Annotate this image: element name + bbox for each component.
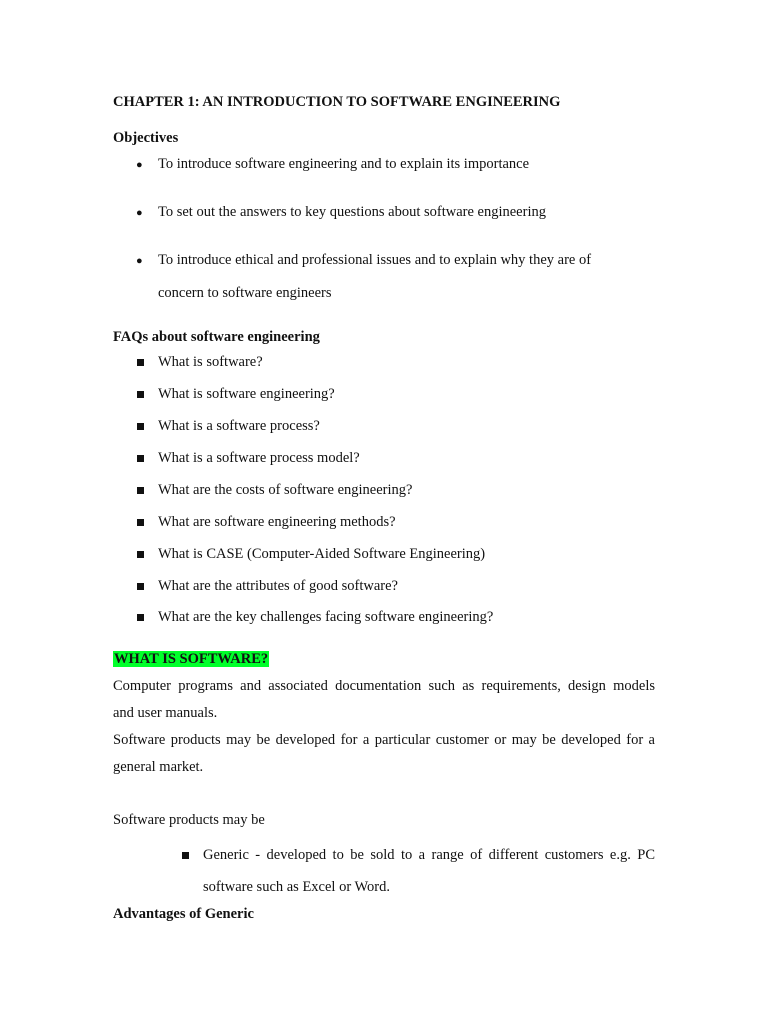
paragraph-line: Computer programs and associated documentation such as requirements, design models bbox=[113, 678, 655, 694]
objective-item: To set out the answers to key questions about software engineering bbox=[158, 204, 546, 220]
bullet-square-icon bbox=[137, 614, 144, 621]
faq-item: What is a software process model? bbox=[158, 450, 360, 466]
bullet-square-icon bbox=[137, 519, 144, 526]
bullet-dot-icon: ● bbox=[136, 207, 143, 219]
faq-item: What are the costs of software engineering? bbox=[158, 482, 413, 498]
bullet-square-icon bbox=[137, 455, 144, 462]
objective-item-continuation: concern to software engineers bbox=[158, 285, 332, 301]
highlighted-heading: WHAT IS SOFTWARE? bbox=[114, 651, 269, 667]
objectives-heading: Objectives bbox=[113, 130, 179, 146]
bullet-square-icon bbox=[137, 487, 144, 494]
paragraph-line: and user manuals. bbox=[113, 705, 218, 721]
faq-item: What are software engineering methods? bbox=[158, 514, 396, 530]
paragraph-line: general market. bbox=[113, 759, 204, 775]
bullet-dot-icon: ● bbox=[136, 159, 143, 171]
chapter-title: CHAPTER 1: AN INTRODUCTION TO SOFTWARE ENGINEERING bbox=[113, 94, 561, 110]
faq-item: What is software? bbox=[158, 354, 263, 370]
objective-item: To introduce software engineering and to explain its importance bbox=[158, 156, 530, 172]
advantages-heading: Advantages of Generic bbox=[113, 906, 254, 922]
faq-item: What is CASE (Computer-Aided Software Engineering) bbox=[158, 546, 486, 562]
bullet-square-icon bbox=[137, 359, 144, 366]
paragraph-line: Software products may be bbox=[113, 812, 265, 828]
bullet-square-icon bbox=[137, 583, 144, 590]
faq-item: What are the attributes of good software? bbox=[158, 578, 398, 594]
faq-item: What are the key challenges facing software engineering? bbox=[158, 609, 494, 625]
faq-item: What is software engineering? bbox=[158, 386, 335, 402]
bullet-square-icon bbox=[137, 551, 144, 558]
bullet-square-icon bbox=[182, 852, 189, 859]
faqs-heading: FAQs about software engineering bbox=[113, 329, 320, 345]
section-heading-what-is-software bbox=[113, 651, 269, 668]
bullet-square-icon bbox=[137, 391, 144, 398]
paragraph-line: Software products may be developed for a particular customer or may be developed for a bbox=[113, 732, 655, 748]
faq-item: What is a software process? bbox=[158, 418, 320, 434]
bullet-square-icon bbox=[137, 423, 144, 430]
bullet-dot-icon: ● bbox=[136, 255, 143, 267]
generic-item: Generic - developed to be sold to a range of different customers e.g. PC bbox=[203, 847, 655, 863]
objective-item: To introduce ethical and professional issues and to explain why they are of bbox=[158, 252, 592, 268]
generic-item-continuation: software such as Excel or Word. bbox=[203, 879, 391, 895]
